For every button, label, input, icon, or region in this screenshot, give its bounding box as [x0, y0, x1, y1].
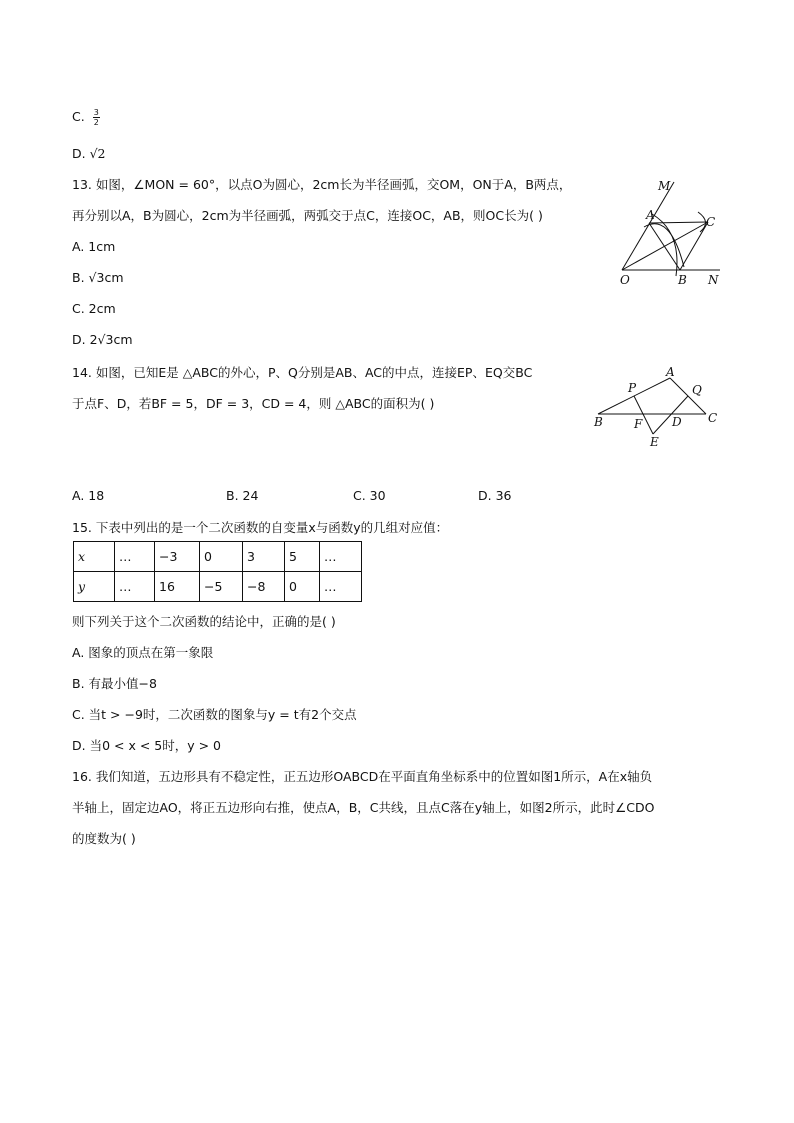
label-D: D [672, 415, 682, 429]
table-cell: 16 [155, 572, 200, 602]
label-M: M [658, 179, 671, 193]
table-cell: x [74, 542, 115, 572]
q13-option-a: A. 1cm [72, 239, 116, 254]
option-label: C. [72, 109, 85, 124]
q13-option-b: B. √3cm [72, 270, 124, 285]
label-E: E [650, 435, 659, 449]
label-A: A [666, 365, 675, 379]
table-cell: … [320, 572, 362, 602]
table-row [74, 572, 362, 602]
q14-figure [588, 362, 728, 452]
fraction [93, 108, 100, 127]
q14-option-c: C. 30 [353, 488, 386, 503]
q14-option-a: A. 18 [72, 488, 105, 503]
q13-option-d: D. 2√3cm [72, 332, 133, 347]
label-A: A [646, 208, 655, 222]
table-cell: −5 [200, 572, 243, 602]
fraction-denominator: 2 [93, 118, 99, 127]
q13-figure [612, 172, 732, 292]
table-cell: −8 [243, 572, 285, 602]
q15-question: 则下列关于这个二次函数的结论中，正确的是( ) [72, 614, 336, 629]
label-O: O [620, 273, 630, 287]
table-cell: y [74, 572, 115, 602]
table-cell: 0 [200, 542, 243, 572]
q14-option-d: D. 36 [478, 488, 512, 503]
q14-option-b: B. 24 [226, 488, 259, 503]
q13-option-c: C. 2cm [72, 301, 116, 316]
segment-AC [649, 222, 708, 223]
table-cell: … [115, 572, 155, 602]
label-P: P [628, 381, 637, 395]
q15-option-c: C. 当t > −9时，二次函数的图象与y = t有2个交点 [72, 707, 357, 722]
q12-option-d [72, 145, 106, 163]
q14-stem-line1: 14. 如图，已知E是 △ABC的外心，P、Q分别是AB、AC的中点，连接EP、EQ交BC [72, 365, 533, 380]
label-B: B [678, 273, 687, 287]
label-F: F [634, 417, 643, 431]
q15-option-b: B. 有最小值−8 [72, 676, 157, 691]
table-cell: 5 [285, 542, 320, 572]
segment-BC [680, 222, 708, 270]
label-Q: Q [692, 383, 702, 397]
q13-stem-line2: 再分别以A，B为圆心，2cm为半径画弧，两弧交于点C，连接OC，AB，则OC长为( ) [72, 208, 543, 223]
table-cell: … [320, 542, 362, 572]
label-N: N [708, 273, 719, 287]
option-label: D. [72, 146, 86, 161]
label-C: C [708, 411, 718, 425]
label-B: B [594, 415, 603, 429]
table-cell: −3 [155, 542, 200, 572]
fraction-numerator: 3 [93, 108, 99, 117]
option-value: √2 [89, 146, 106, 161]
table-cell: … [115, 542, 155, 572]
q16-stem-line2: 半轴上，固定边AO，将正五边形向右推，使点A，B，C共线，且点C落在y轴上，如图2所示，此时∠CDO [72, 800, 655, 815]
q13-stem-line1: 13. 如图，∠MON = 60°，以点O为圆心，2cm长为半径画弧，交OM，ON于A，B两点， [72, 177, 572, 192]
q12-option-c [72, 108, 100, 127]
q16-stem-line1: 16. 我们知道，五边形具有不稳定性，正五边形OABCD在平面直角坐标系中的位置如图1所示，A在x轴负 [72, 769, 653, 784]
segment-QE [653, 396, 688, 434]
table-cell: 3 [243, 542, 285, 572]
segment-OC [622, 222, 708, 270]
q14-stem-line2: 于点F、D，若BF = 5，DF = 3，CD = 4，则 △ABC的面积为( ) [72, 396, 435, 411]
label-C: C [706, 215, 716, 229]
q16-stem-line3: 的度数为( ) [72, 831, 136, 846]
table-cell: 0 [285, 572, 320, 602]
q15-stem: 15. 下表中列出的是一个二次函数的自变量x与函数y的几组对应值： [72, 520, 449, 535]
table-row [74, 542, 362, 572]
q15-option-d: D. 当0 < x < 5时，y > 0 [72, 738, 221, 753]
q15-value-table [73, 541, 362, 602]
q15-option-a: A. 图象的顶点在第一象限 [72, 645, 214, 660]
